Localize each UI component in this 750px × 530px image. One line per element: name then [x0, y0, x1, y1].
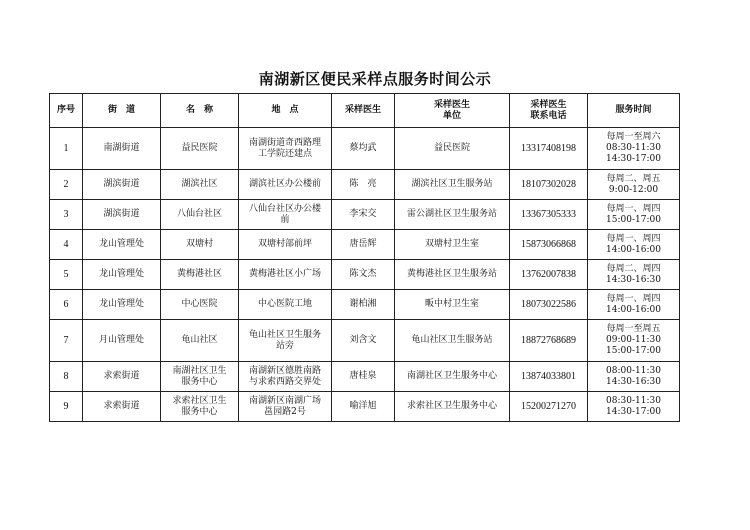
cell-doctor: 刘含文	[332, 320, 395, 362]
cell-unit: 畈中村卫生室	[395, 290, 510, 320]
cell-location: 湖滨社区办公楼前	[239, 170, 332, 200]
cell-phone: 18872768689	[510, 320, 588, 362]
cell-no: 6	[50, 290, 83, 320]
cell-phone: 13762007838	[510, 260, 588, 290]
cell-phone: 18107302028	[510, 170, 588, 200]
cell-street: 南湖街道	[83, 128, 161, 170]
table-row	[50, 170, 680, 200]
cell-location: 双塘村部前坪	[239, 230, 332, 260]
cell-no: 7	[50, 320, 83, 362]
cell-name: 八仙台社区	[161, 200, 239, 230]
cell-street: 湖滨街道	[83, 170, 161, 200]
cell-location: 黄梅港社区小广场	[239, 260, 332, 290]
cell-location: 南湖新区德胜南路 与求索西路交界处	[239, 362, 332, 392]
table-header-row	[50, 94, 680, 128]
cell-unit: 黄梅港社区卫生服务站	[395, 260, 510, 290]
cell-phone: 13367305333	[510, 200, 588, 230]
cell-name: 益民医院	[161, 128, 239, 170]
cell-doctor: 李宋交	[332, 200, 395, 230]
cell-unit: 南湖社区卫生服务中心	[395, 362, 510, 392]
cell-name: 双塘村	[161, 230, 239, 260]
table-row	[50, 392, 680, 422]
cell-doctor: 唐桂泉	[332, 362, 395, 392]
cell-doctor: 谢柏湘	[332, 290, 395, 320]
cell-no: 4	[50, 230, 83, 260]
cell-name: 求索社区卫生 服务中心	[161, 392, 239, 422]
header-location: 地 点	[239, 94, 332, 128]
cell-time: 每周一、周四 14:00-16:00	[588, 230, 680, 260]
cell-time: 08:00-11:30 14:30-16:30	[588, 362, 680, 392]
cell-no: 5	[50, 260, 83, 290]
cell-location: 龟山社区卫生服务 站旁	[239, 320, 332, 362]
cell-no: 9	[50, 392, 83, 422]
table-row	[50, 260, 680, 290]
cell-location: 中心医院工地	[239, 290, 332, 320]
cell-street: 龙山管理处	[83, 260, 161, 290]
cell-name: 中心医院	[161, 290, 239, 320]
cell-street: 求索街道	[83, 362, 161, 392]
cell-street: 龙山管理处	[83, 230, 161, 260]
cell-location: 南湖街道奇西路理 工学院还建点	[239, 128, 332, 170]
table-row	[50, 200, 680, 230]
cell-unit: 双塘村卫生室	[395, 230, 510, 260]
cell-unit: 湖滨社区卫生服务站	[395, 170, 510, 200]
header-name: 名 称	[161, 94, 239, 128]
cell-location: 八仙台社区办公楼 前	[239, 200, 332, 230]
cell-name: 湖滨社区	[161, 170, 239, 200]
cell-street: 月山管理处	[83, 320, 161, 362]
cell-time: 08:30-11:30 14:30-17:00	[588, 392, 680, 422]
cell-no: 1	[50, 128, 83, 170]
cell-name: 龟山社区	[161, 320, 239, 362]
header-unit: 采样医生 单位	[395, 94, 510, 128]
cell-phone: 13874033801	[510, 362, 588, 392]
cell-street: 湖滨街道	[83, 200, 161, 230]
table-row	[50, 230, 680, 260]
cell-phone: 15873066868	[510, 230, 588, 260]
header-phone: 采样医生 联系电话	[510, 94, 588, 128]
cell-phone: 13317408198	[510, 128, 588, 170]
cell-unit: 龟山社区卫生服务站	[395, 320, 510, 362]
cell-time: 每周二、周五 9:00-12:00	[588, 170, 680, 200]
cell-unit: 雷公湖社区卫生服务站	[395, 200, 510, 230]
cell-doctor: 唐岳辉	[332, 230, 395, 260]
cell-name: 南湖社区卫生 服务中心	[161, 362, 239, 392]
sampling-points-table	[49, 93, 680, 422]
header-time: 服务时间	[588, 94, 680, 128]
cell-time: 每周一至周六 08:30-11:30 14:30-17:00	[588, 128, 680, 170]
table-row	[50, 290, 680, 320]
cell-time: 每周一、周四 14:00-16:00	[588, 290, 680, 320]
cell-doctor: 蔡均武	[332, 128, 395, 170]
page-title: 南湖新区便民采样点服务时间公示	[258, 70, 492, 88]
cell-time: 每周二、周四 14:30-16:30	[588, 260, 680, 290]
cell-unit: 求索社区卫生服务中心	[395, 392, 510, 422]
cell-unit: 益民医院	[395, 128, 510, 170]
table-row	[50, 128, 680, 170]
cell-doctor: 陈文杰	[332, 260, 395, 290]
cell-street: 求索街道	[83, 392, 161, 422]
table-row	[50, 362, 680, 392]
cell-no: 8	[50, 362, 83, 392]
cell-doctor: 陈 亮	[332, 170, 395, 200]
cell-doctor: 喻洋旭	[332, 392, 395, 422]
header-doctor: 采样医生	[332, 94, 395, 128]
table-row	[50, 320, 680, 362]
header-no: 序号	[50, 94, 83, 128]
cell-no: 2	[50, 170, 83, 200]
cell-no: 3	[50, 200, 83, 230]
cell-location: 南湖新区南湖广场 邕园路2号	[239, 392, 332, 422]
cell-time: 每周一至周五 09:00-11:30 15:00-17:00	[588, 320, 680, 362]
cell-phone: 15200271270	[510, 392, 588, 422]
cell-street: 龙山管理处	[83, 290, 161, 320]
cell-phone: 18073022586	[510, 290, 588, 320]
cell-name: 黄梅港社区	[161, 260, 239, 290]
header-street: 街 道	[83, 94, 161, 128]
cell-time: 每周一、周四 15:00-17:00	[588, 200, 680, 230]
